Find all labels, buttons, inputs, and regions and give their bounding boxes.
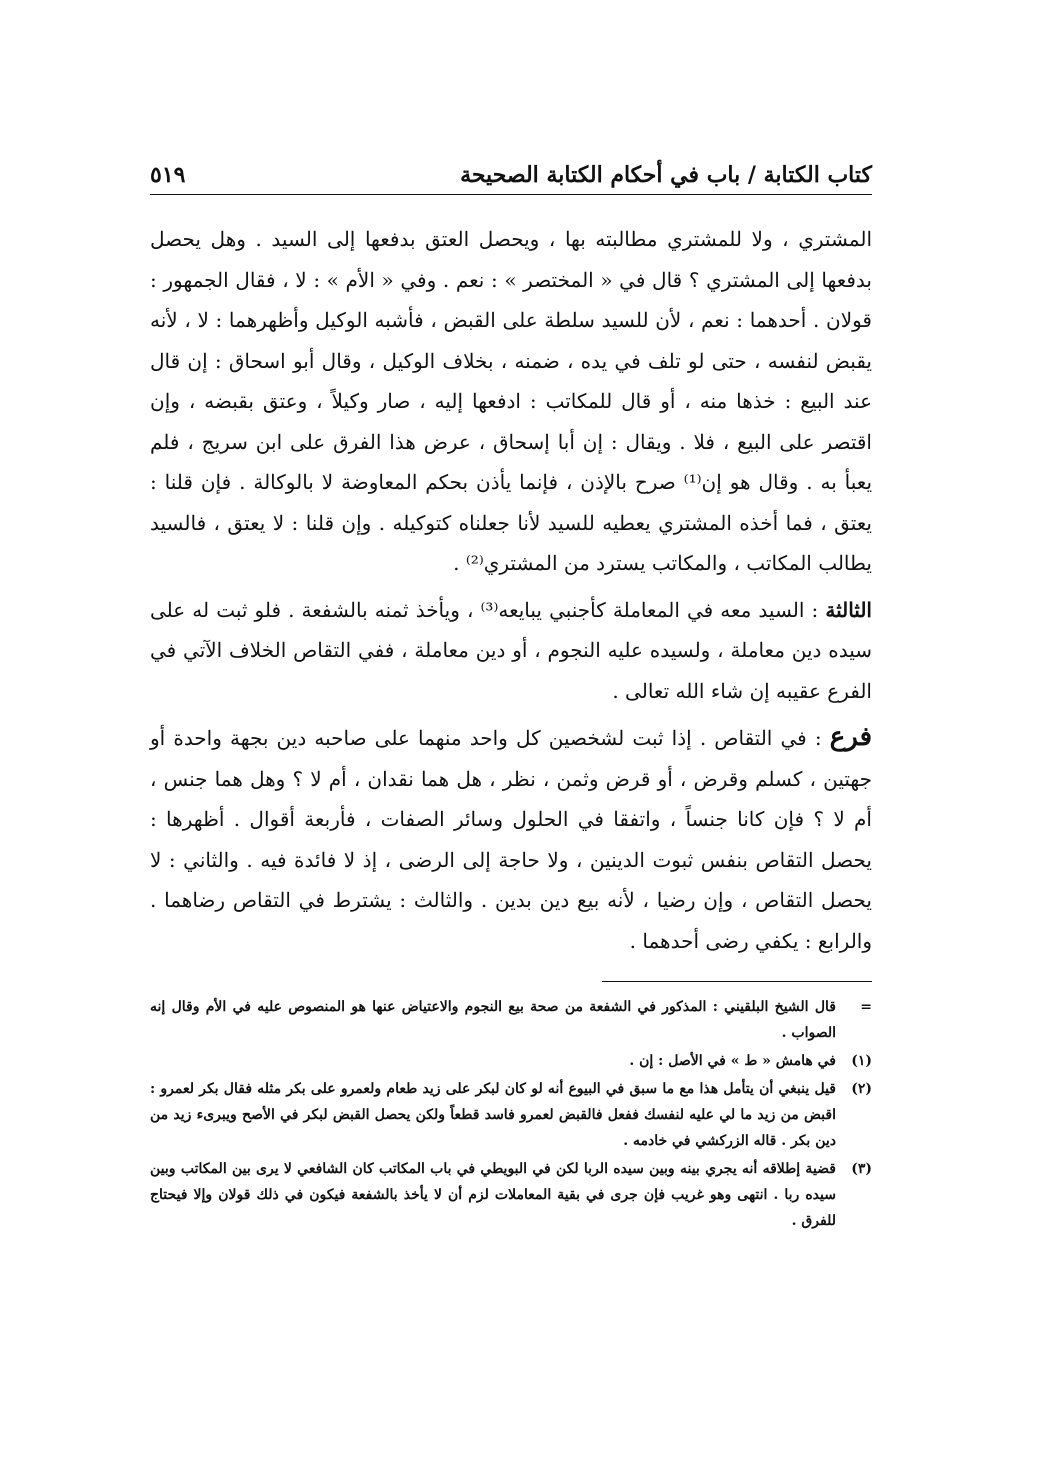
paragraph-1-text: المشتري ، ولا للمشتري مطالبته بها ، ويحصل العتق بدفعها إلى السيد . وهل يحصل بدفعها إلى المشتري ؟ قال في « المختصر » : نعم . وفي « الأم » : لا ، فقال الجمهور : قولان . أحدهما : نعم ، لأن للسيد سلطة على القبض ، فأشبه الوكيل وأظهرهما : لا ، لأنه يقبض لنفسه ، حتى لو تلف في يده ، ضمنه ، بخلاف الوكيل ، وقال أبو اسحاق : إن قال عند البيع : خذها منه ، أو قال للمكاتب : ادفعها إليه ، صار وكيلاً ، وعتق بقبضه ، وإن اقتصر على البيع ، فلا . ويقال : إن أبا إسحاق ، عرض هذا الفرق على ابن سريج ، فلم يعبأ به . وقال هو إن⁽¹⁾ صرح بالإذن ، فإنما يأذن بحكم المعاوضة لا بالوكالة . فإن قلنا : يعتق ، فما أخذه المشتري يعطيه للسيد لأنا جعلناه كتوكيله . وإن قلنا : لا يعتق ، فالسيد يطالب المكاتب ، والمكاتب يسترد من المشتري⁽²⁾ . [150,227,873,575]
footnote-text: قيل ينبغي أن يتأمل هذا مع ما سبق في البيوع أنه لو كان لبكر على زيد طعام ولعمرو على بكر مثله فقال بكر لعمرو : اقبض من زيد ما لي عليه لنفسك ففعل فالقبض لعمرو فاسد قطعاً ولكن يحصل القبض لبكر في الأصح ويبرىء زيد من دين بكر . قاله الزركشي في خادمه . [150,1081,836,1149]
footnote-2 [150,1076,872,1154]
footnote-1 [150,1048,872,1074]
header-rule [150,194,872,195]
paragraph-3-text: : في التقاص . إذا ثبت لشخصين كل واحد منهما على صاحبه دين بجهة واحدة أو جهتين ، كسلم وقرض ، أو قرض وثمن ، نظر ، هل هما نقدان ، أم لا ؟ وهل هما جنس ، أم لا ؟ فإن كانا جنساً ، واتفقا في الحلول وسائر الصفات ، فأربعة أقوال . أظهرها : يحصل التقاص بنفس ثبوت الدينين ، ولا حاجة إلى الرضى ، إذ لا فائدة فيه . والثاني : لا يحصل التقاص ، وإن رضيا ، لأنه بيع دين بدين . والثالث : يشترط في التقاص رضاهما . والرابع : يكفي رضى أحدهما . [150,726,872,953]
document-page [150,140,872,1236]
footnote-marker: (٣) [851,1161,872,1177]
paragraph-3-lead: فرع [829,722,872,752]
footnote-marker: (٢) [851,1081,872,1097]
footnote-continuation [150,994,872,1046]
running-title: كتاب الكتابة / باب في أحكام الكتابة الصحيحة [460,162,872,188]
footnote-text: في هامش « ط » في الأصل : إن . [629,1053,836,1069]
page-header [150,140,872,188]
footnote-text: قال الشيخ البلقيني : المذكور في الشفعة من صحة بيع النجوم والاعتياض عنها هو المنصوص عليه في الأم وقال إنه الصواب . [150,999,836,1041]
footnote-rule [602,981,872,982]
paragraph-3 [150,717,872,961]
paragraph-2-text: : السيد معه في المعاملة كأجنبي يبايعه⁽³⁾ ، ويأخذ ثمنه بالشفعة . فلو ثبت له على سيده دين معاملة ، ولسيده عليه النجوم ، أو دين معاملة ، ففي التقاص الخلاف الآتي في الفرع عقيبه إن شاء الله تعالى . [150,597,872,703]
footnotes [150,994,872,1234]
footnote-3 [150,1156,872,1234]
paragraph-2 [150,590,872,712]
main-text [150,219,872,961]
page-number: ٥١٩ [150,162,186,188]
footnote-marker: = [860,999,872,1015]
paragraph-2-lead: الثالثة [825,597,872,622]
paragraph-1 [150,219,872,584]
footnote-text: قضية إطلاقه أنه يجري بينه وبين سيده الربا لكن في البويطي في باب المكاتب كان الشافعي لا يرى بين المكاتب وبين سيده ربا . انتهى وهو غريب فإن جرى في بقية المعاملات لزم أن لا يأخذ بالشفعة فيكون في ذلك قولان وإلا فيحتاج للفرق . [150,1161,836,1229]
footnote-marker: (١) [851,1053,872,1069]
